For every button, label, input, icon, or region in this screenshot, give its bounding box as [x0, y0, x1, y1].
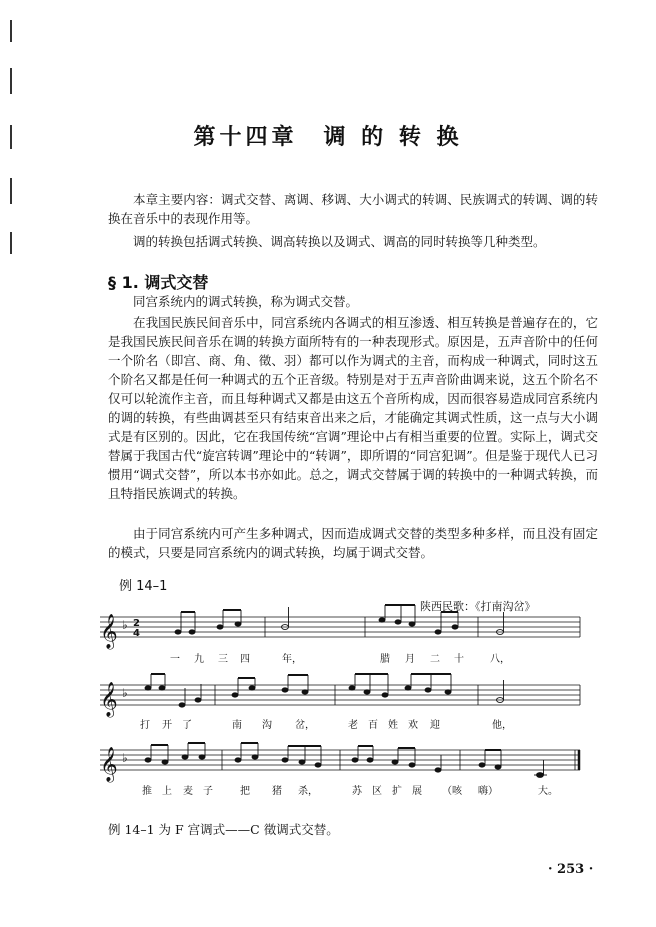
chapter-title: 第十四章 调 的 转 换: [193, 125, 463, 150]
example-label: 例 14–1: [119, 579, 168, 594]
notes-system-1: [175, 605, 504, 634]
flat-icon: ♭: [122, 618, 128, 632]
treble-clef-icon: 𝄞: [100, 614, 118, 649]
section-paragraph-3: 由于同宫系统内可产生多种调式，因而造成调式交替的类型多种多样，而且没有固定的模式，只要是同宫系统内的调式转换，均属于调式交替。: [108, 526, 598, 560]
flat-icon: ♭: [122, 686, 128, 700]
intro-paragraph-1: 本章主要内容：调式交替、离调、移调、大小调式的转调、民族调式的转调、调的转换在音乐中的表现作用等。: [108, 192, 598, 226]
time-signature: [133, 618, 140, 639]
section-paragraph-1: 同宫系统内的调式转换，称为调式交替。: [133, 294, 359, 309]
staff-system-3: [100, 750, 580, 770]
section-paragraph-2: 在我国民族民间音乐中，同宫系统内各调式的相互渗透、相互转换是普遍存在的，它是我国民族民间音乐在调的转换方面所特有的一种表现形式。原因是，五声音阶中的任何一个阶名（即宫、商、角、徵、羽）都可以作为调式的主音，而构成一种调式，同时这五个阶名又都是任何一种调式的五个正音级。特别是对于五声音阶曲调来说，这五个阶名不仅可以轮流作主音，而且每种调式又都是由这五个音所构成，因而很容易造成同宫系统内的调的转换，有些曲调甚至只有结束音出来之后，才能确定其调式性质，这一点与大小调式是有区别的。因此，它在我国传统“宫调”理论中占有相当重要的位置。实际上，调式交替属于我国古代“旋宫转调”理论中的“转调”，即所谓的“同宫犯调”。但是鉴于现代人已习惯用“调式交替”，所以本书亦如此。总之，调式交替属于调的转换中的一种调式转换，而且特指民族调式的转换。: [108, 315, 598, 501]
flat-icon: ♭: [122, 751, 128, 765]
page-number: · 253 ·: [548, 862, 594, 877]
song-source: 陕西民歌：《打南沟岔》: [420, 600, 536, 613]
notes-system-2: [145, 674, 504, 707]
section-heading: § 1. 调式交替: [108, 273, 209, 292]
staff-system-2: [100, 685, 580, 705]
svg-text:4: 4: [133, 628, 140, 639]
intro-paragraph-2: 调的转换包括调式转换、调高转换以及调式、调高的同时转换等几种类型。: [133, 234, 546, 249]
treble-clef-icon: 𝄞: [100, 682, 118, 717]
example-caption: 例 14–1 为 F 宫调式——C 徵调式交替。: [108, 822, 339, 837]
svg-text:2: 2: [133, 618, 140, 629]
staff-system-1: [100, 617, 580, 637]
treble-clef-icon: 𝄞: [100, 747, 118, 782]
